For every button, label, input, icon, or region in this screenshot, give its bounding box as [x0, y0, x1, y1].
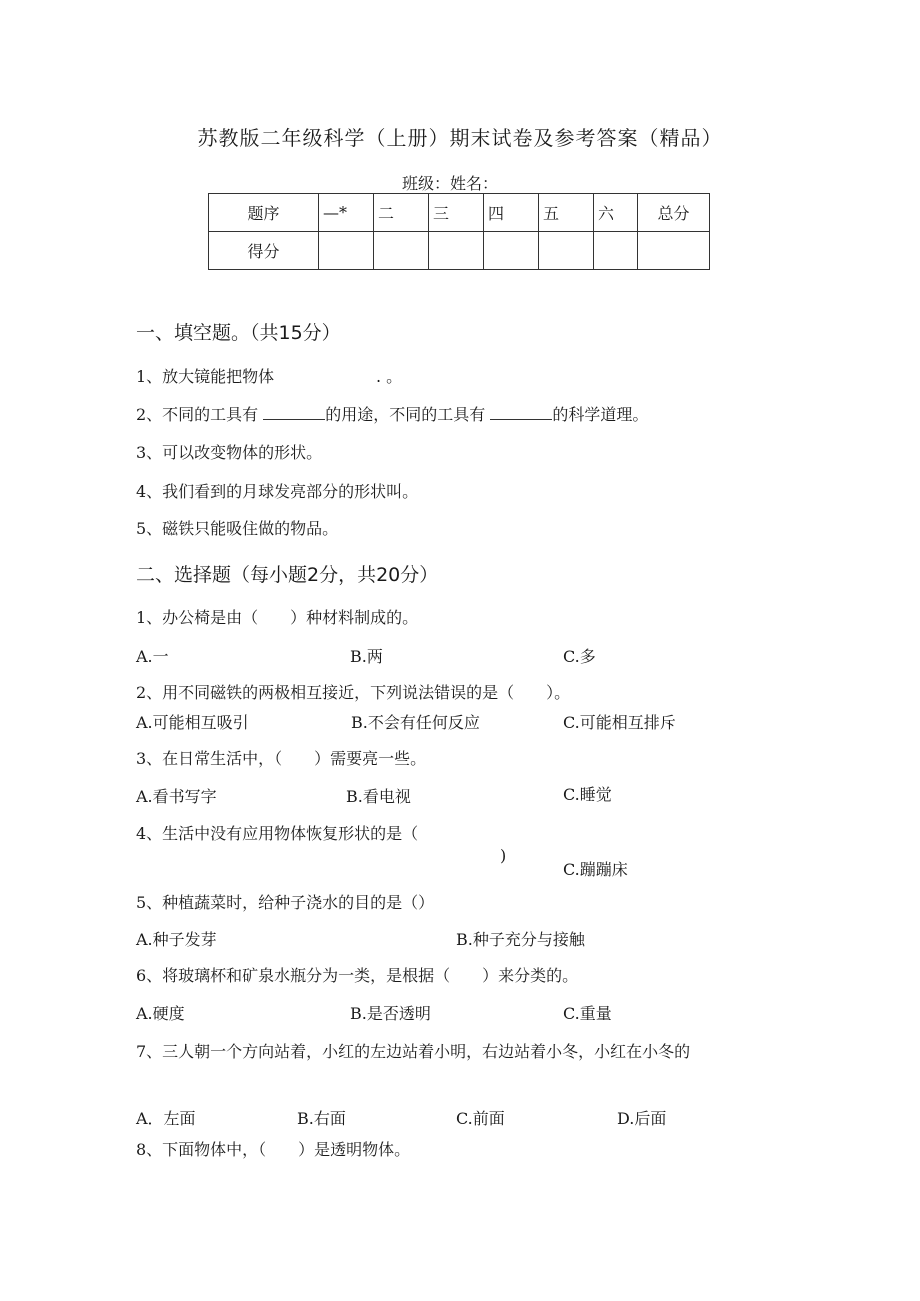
question-text: 3、在日常生活中，（ ）需要亮一些。 — [136, 749, 427, 768]
question-text: 6、将玻璃杯和矿泉水瓶分为一类，是根据（ ）来分类的。 — [136, 966, 579, 985]
question-text: 1、放大镜能把物体 — [136, 367, 275, 386]
answer-blank — [490, 405, 552, 420]
question-text: 2、不同的工具有 — [136, 405, 259, 424]
score-cell — [539, 232, 594, 270]
score-cell — [429, 232, 484, 270]
row-label-cell: 得分 — [209, 232, 319, 270]
option: B.种子充分与接触 — [456, 930, 585, 949]
option: B.两 — [350, 647, 383, 666]
header-cell: 三 — [429, 194, 484, 232]
option: A.一 — [136, 647, 169, 666]
option: A.种子发芽 — [136, 930, 217, 949]
option: A.看书写字 — [136, 787, 217, 806]
option: B.看电视 — [346, 787, 411, 806]
header-cell: 题序 — [209, 194, 319, 232]
question-line — [136, 402, 648, 425]
question-text: 8、下面物体中，（ ）是透明物体。 — [136, 1140, 411, 1159]
section-heading: 一、填空题。（共15分） — [136, 322, 341, 344]
question-text: 的用途，不同的工具有 — [325, 405, 486, 424]
score-cell — [374, 232, 429, 270]
section-heading: 二、选择题（每小题2分，共20分） — [136, 564, 439, 586]
question-text: 的科学道理。 — [552, 405, 649, 424]
question-text: . 。 — [376, 367, 403, 386]
class-name-line: 班级：姓名： — [402, 174, 499, 193]
option: C.重量 — [563, 1004, 612, 1023]
option: D.后面 — [617, 1109, 667, 1128]
header-cell: 五 — [539, 194, 594, 232]
option: A.硬度 — [136, 1004, 185, 1023]
question-text: 2、用不同磁铁的两极相互接近，下列说法错误的是（ ）。 — [136, 683, 571, 702]
option: B.是否透明 — [350, 1004, 431, 1023]
question-text: 4、生活中没有应用物体恢复形状的是（ — [136, 824, 419, 843]
score-cell — [594, 232, 638, 270]
answer-blank — [263, 405, 325, 420]
header-cell: 总分 — [638, 194, 710, 232]
header-cell: 四 — [484, 194, 539, 232]
question-text: 3、可以改变物体的形状。 — [136, 443, 323, 462]
header-cell: —* — [319, 194, 374, 232]
option: C.可能相互排斥 — [563, 713, 676, 732]
score-cell — [484, 232, 539, 270]
option: B.不会有任何反应 — [351, 713, 480, 732]
question-text: 1、办公椅是由（ ）种材料制成的。 — [136, 608, 419, 627]
score-table — [208, 193, 710, 270]
option: C.睡觉 — [563, 785, 612, 804]
option: C.蹦蹦床 — [563, 860, 628, 879]
score-cell — [638, 232, 710, 270]
question-text: 4、我们看到的月球发亮部分的形状叫。 — [136, 482, 419, 501]
option: C.多 — [563, 647, 596, 666]
score-table-score-row — [209, 232, 710, 270]
option: A.可能相互吸引 — [136, 713, 249, 732]
question-paren: ) — [500, 846, 507, 865]
header-cell: 六 — [594, 194, 638, 232]
question-text: 7、三人朝一个方向站着，小红的左边站着小明，右边站着小冬，小红在小冬的 — [136, 1042, 691, 1061]
option: B.右面 — [297, 1109, 346, 1128]
header-cell: 二 — [374, 194, 429, 232]
question-text: 5、种植蔬菜时，给种子浇水的目的是（） — [136, 893, 435, 912]
page-title: 苏教版二年级科学（上册）期末试卷及参考答案（精品） — [197, 126, 723, 150]
option: C.前面 — [456, 1109, 505, 1128]
option: A．左面 — [136, 1109, 196, 1128]
score-table-header-row — [209, 194, 710, 232]
question-text: 5、磁铁只能吸住做的物品。 — [136, 519, 339, 538]
score-cell — [319, 232, 374, 270]
